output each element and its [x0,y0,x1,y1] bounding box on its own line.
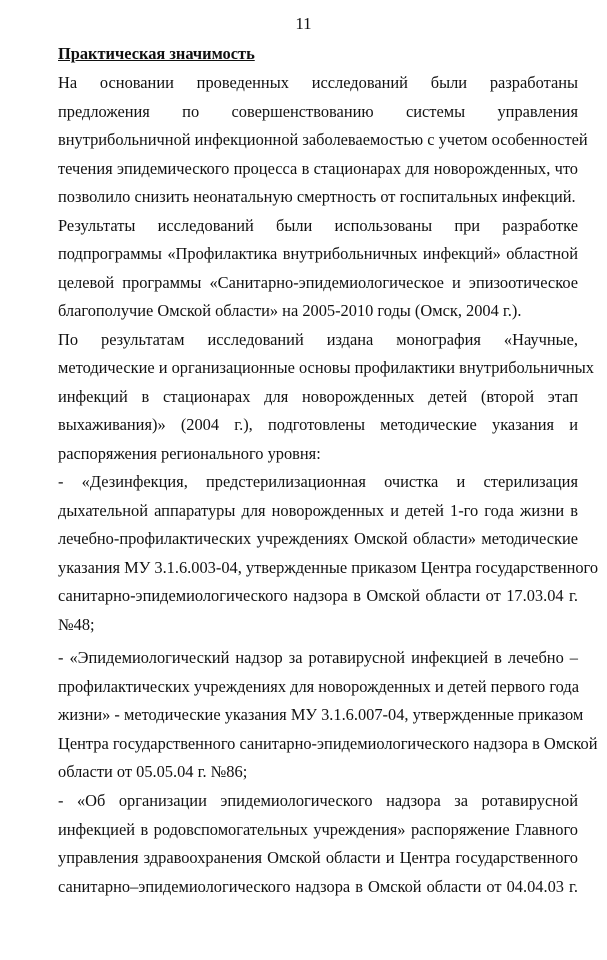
page-number: 11 [295,14,312,33]
list-item-line: инфекцией в родовспомогательных учреждения» распоряжение Главного [58,820,578,839]
paragraph-line: благополучие Омской области» на 2005-2010 годы (Омск, 2004 г.). [58,301,522,320]
list-item-line: - «Об организации эпидемиологического надзора за ротавирусной [58,791,578,810]
list-item-line: санитарно–эпидемиологического надзора в Омской области от 04.04.03 г. [58,877,578,896]
list-item-line: Центра государственного санитарно-эпидемиологического надзора в Омской [58,734,598,753]
list-item-line: профилактических учреждениях для новорожденных и детей первого года [58,677,579,696]
paragraph-line: По результатам исследований издана монография «Научные, [58,330,578,349]
list-item-line: указания МУ 3.1.6.003-04, утвержденные приказом Центра государственного [58,558,599,577]
paragraph-line: подпрограммы «Профилактика внутрибольничных инфекций» областной [58,244,578,263]
list-item-line: жизни» - методические указания МУ 3.1.6.007-04, утвержденные приказом [58,705,584,724]
list-item-line: - «Эпидемиологический надзор за ротавирусной инфекцией в лечебно – [58,648,578,667]
list-item-line: управления здравоохранения Омской области и Центра государственного [58,848,578,867]
paragraph-line: целевой программы «Санитарно-эпидемиологическое и эпизоотическое [58,273,578,292]
paragraph-line: внутрибольничной инфекционной заболеваемостью с учетом особенностей [58,130,588,149]
paragraph-line: Результаты исследований были использованы при разработке [58,216,578,235]
paragraph-line: предложения по совершенствованию системы управления [58,102,578,121]
list-item-line: №48; [58,615,95,634]
list-item-line: санитарно-эпидемиологического надзора в Омской области от 17.03.04 г. [58,586,578,605]
paragraph-line: позволило снизить неонатальную смертность от госпитальных инфекций. [58,187,576,206]
list-item-line: - «Дезинфекция, предстерилизационная очистка и стерилизация [58,472,578,491]
paragraph-line: распоряжения регионального уровня: [58,444,321,463]
paragraph-line: На основании проведенных исследований были разработаны [58,73,578,92]
paragraph-line: инфекций в стационарах для новорожденных детей (второй этап [58,387,578,406]
paragraph-line: течения эпидемического процесса в стационарах для новорожденных, что [58,159,578,178]
list-item-line: дыхательной аппаратуры для новорожденных и детей 1-го года жизни в [58,501,578,520]
list-item-line: лечебно-профилактических учреждениях Омской области» методические [58,529,578,548]
list-item-line: области от 05.05.04 г. №86; [58,762,248,781]
paragraph-line: выхаживания)» (2004 г.), подготовлены методические указания и [58,415,578,434]
section-heading: Практическая значимость [58,44,255,63]
paragraph-line: методические и организационные основы профилактики внутрибольничных [58,358,594,377]
